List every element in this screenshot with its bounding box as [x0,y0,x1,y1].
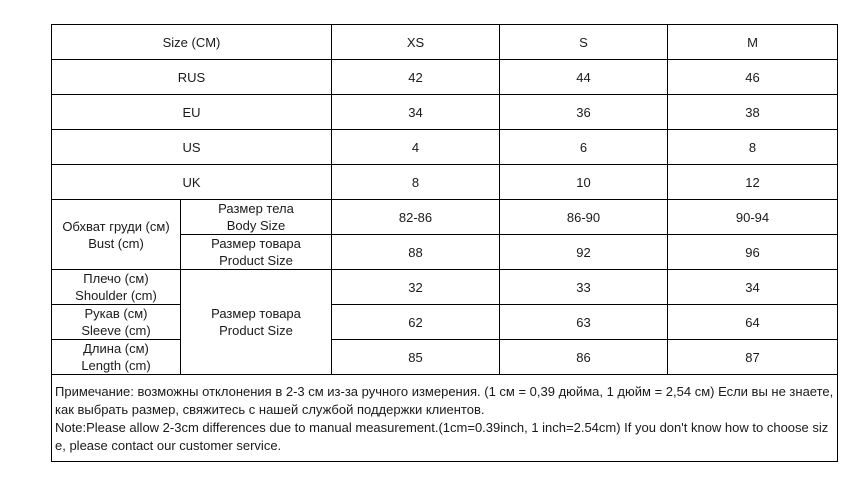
cell-value: 34 [332,95,500,130]
shoulder-label-ru: Плечо (см) [83,271,149,286]
cell-value: 8 [332,165,500,200]
length-label [52,340,181,375]
cell-value: 34 [668,270,838,305]
garment-product-size-label [181,270,332,375]
cell-value: 6 [500,130,668,165]
cell-value: 42 [332,60,500,95]
cell-value: 90-94 [668,200,838,235]
sleeve-label [52,305,181,340]
cell-value: 32 [332,270,500,305]
cell-value: 62 [332,305,500,340]
row-label: EU [52,95,332,130]
table-row-bust-body [52,200,838,235]
note-en: Note:Please allow 2-3cm differences due to manual measurement.(1cm=0.39inch, 1 inch=2.54cm) If you don't know how to choose size, please contact our customer service. [55,420,829,453]
cell-value: 38 [668,95,838,130]
cell-value: 85 [332,340,500,375]
table-row-length [52,340,838,375]
cell-value: 82-86 [332,200,500,235]
cell-value: 8 [668,130,838,165]
sleeve-label-ru: Рукав (см) [84,306,148,321]
bust-label [52,200,181,270]
cell-value: 36 [500,95,668,130]
cell-value: 63 [500,305,668,340]
size-m-header: M [668,25,838,60]
row-label: UK [52,165,332,200]
table-row-rus [52,60,838,95]
cell-value: 64 [668,305,838,340]
size-s-header: S [500,25,668,60]
cell-value: 44 [500,60,668,95]
table-row-sleeve [52,305,838,340]
shoulder-label [52,270,181,305]
size-xs-header: XS [332,25,500,60]
cell-value: 86-90 [500,200,668,235]
cell-value: 4 [332,130,500,165]
header-row [52,25,838,60]
note-row [52,375,838,462]
shoulder-label-en: Shoulder (cm) [75,288,157,303]
cell-value: 86 [500,340,668,375]
size-chart-table [51,24,838,462]
garment-sub-label-ru: Размер товара [211,306,301,321]
table-row-shoulder [52,270,838,305]
cell-value: 33 [500,270,668,305]
body-size-label-ru: Размер тела [218,201,294,216]
note-ru: Примечание: возможны отклонения в 2-3 см из-за ручного измерения. (1 см = 0,39 дюйма, 1 дюйм = 2,54 см) Если вы не знаете, как выбрать размер, свяжитесь с нашей службой поддержки клиентов. [55,384,834,417]
bust-label-ru: Обхват груди (см) [62,218,170,234]
cell-value: 96 [668,235,838,270]
product-size-label-ru: Размер товара [211,236,301,251]
cell-value: 12 [668,165,838,200]
row-label: RUS [52,60,332,95]
table-row-eu [52,95,838,130]
length-label-ru: Длина (см) [83,341,149,356]
table-row-us [52,130,838,165]
body-size-label [181,200,332,235]
cell-value: 88 [332,235,500,270]
sleeve-label-en: Sleeve (cm) [81,323,151,338]
cell-value: 87 [668,340,838,375]
garment-sub-label-en: Product Size [219,323,293,338]
product-size-label-en: Product Size [219,253,293,268]
cell-value: 10 [500,165,668,200]
body-size-label-en: Body Size [226,218,286,233]
row-label: US [52,130,332,165]
cell-value: 92 [500,235,668,270]
note-cell [52,375,838,462]
product-size-label [181,235,332,270]
bust-label-en: Bust (cm) [88,235,144,251]
cell-value: 46 [668,60,838,95]
table-row-uk [52,165,838,200]
size-header-label: Size (CM) [52,25,332,60]
length-label-en: Length (cm) [81,358,151,373]
